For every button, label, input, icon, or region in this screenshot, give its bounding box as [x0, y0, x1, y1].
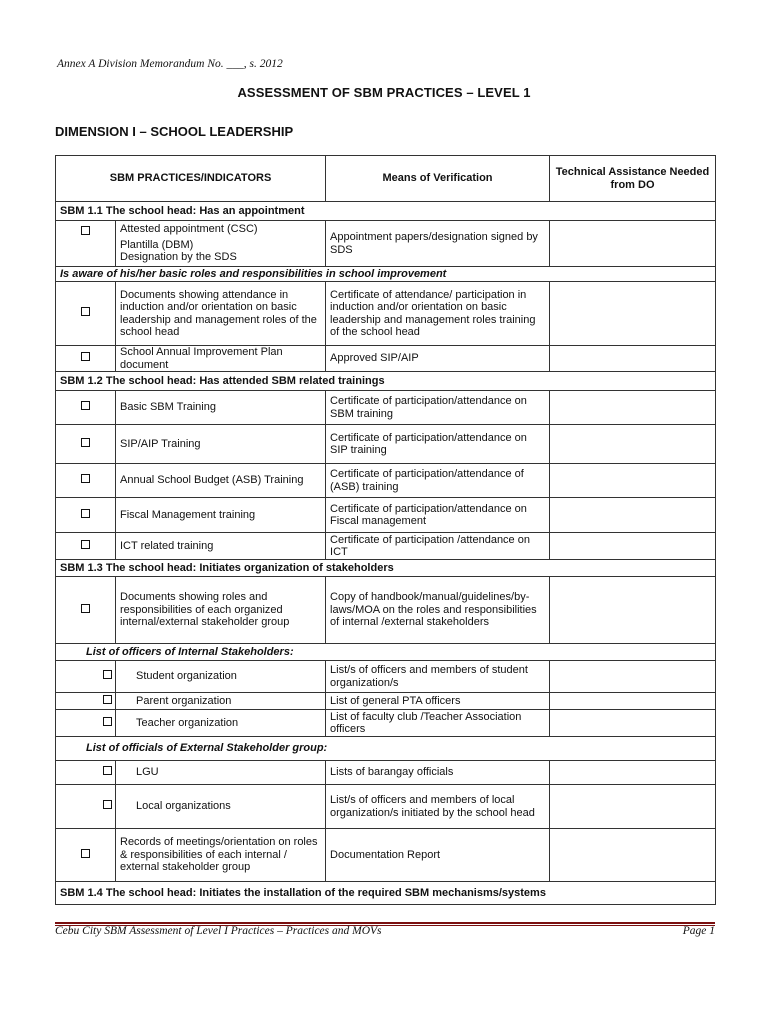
ta-cell[interactable]: [550, 829, 716, 882]
table-row: [56, 533, 716, 560]
mov-cell: Copy of handbook/manual/guidelines/by-laws/MOA on the roles and responsibilities of internal /external stakeholders: [326, 577, 550, 644]
item-label: Teacher organization: [116, 710, 326, 737]
mov-cell: Certificate of participation /attendance on ICT: [326, 533, 550, 560]
mov-cell: Lists of barangay officials: [326, 761, 550, 785]
section-row: [56, 560, 716, 577]
page-title: ASSESSMENT OF SBM PRACTICES – LEVEL 1: [237, 85, 531, 100]
ta-cell[interactable]: [550, 498, 716, 533]
table-row: [56, 391, 716, 425]
checkbox[interactable]: [103, 800, 112, 809]
table-row: [56, 661, 716, 693]
footer-title: Cebu City SBM Assessment of Level I Practices – Practices and MOVs: [55, 925, 382, 937]
mov-cell: Certificate of participation/attendance on SIP training: [326, 425, 550, 464]
item-label: Parent organization: [116, 693, 326, 710]
mov-cell: List/s of officers and members of local organization/s initiated by the school head: [326, 785, 550, 829]
assessment-table: [55, 155, 716, 905]
mov-cell: List of faculty club /Teacher Association officers: [326, 710, 550, 737]
internal-heading: List of officers of Internal Stakeholders:: [56, 644, 716, 661]
table-row: [56, 425, 716, 464]
annex-reference: Annex A Division Memorandum No. ___, s. 2012: [57, 58, 283, 70]
table-row: [56, 710, 716, 737]
item-line: Attested appointment (CSC): [120, 223, 258, 236]
table-row: [56, 498, 716, 533]
subsection-row: [56, 267, 716, 282]
section-row: [56, 202, 716, 221]
checkbox[interactable]: [81, 509, 90, 518]
item-label: LGU: [116, 761, 326, 785]
table-header-row: [56, 156, 716, 202]
mov-cell: Certificate of participation/attendance of (ASB) training: [326, 464, 550, 498]
header-mov: Means of Verification: [326, 156, 550, 202]
checkbox[interactable]: [103, 766, 112, 775]
item-label: Records of meetings/orientation on roles & responsibilities of each internal / external stakeholder group: [116, 829, 326, 882]
mov-cell: Documentation Report: [326, 829, 550, 882]
item-label: Local organizations: [116, 785, 326, 829]
table-row: [56, 464, 716, 498]
item-label: Documents showing roles and responsibilities of each organized internal/external stakeholder group: [116, 577, 326, 644]
checkbox[interactable]: [81, 540, 90, 549]
ta-cell[interactable]: [550, 533, 716, 560]
checkbox[interactable]: [81, 226, 90, 235]
mov-cell: Certificate of participation/attendance on SBM training: [326, 391, 550, 425]
table-row: [56, 829, 716, 882]
table-row: [56, 761, 716, 785]
ta-cell[interactable]: [550, 346, 716, 372]
mov-cell: List of general PTA officers: [326, 693, 550, 710]
sbm13-heading: SBM 1.3 The school head: Initiates organization of stakeholders: [56, 560, 716, 577]
subsection-row: [56, 644, 716, 661]
ta-cell[interactable]: [550, 661, 716, 693]
sbm11-subheading: Is aware of his/her basic roles and responsibilities in school improvement: [56, 267, 716, 282]
mov-cell: Appointment papers/designation signed by SDS: [326, 221, 550, 267]
checkbox[interactable]: [81, 401, 90, 410]
table-row: [56, 282, 716, 346]
ta-cell[interactable]: [550, 577, 716, 644]
item-label: Documents showing attendance in induction and/or orientation on basic leadership and management roles of the school head: [116, 282, 326, 346]
checkbox[interactable]: [81, 604, 90, 613]
ta-cell[interactable]: [550, 221, 716, 267]
sbm14-heading: SBM 1.4 The school head: Initiates the installation of the required SBM mechanisms/systems: [56, 882, 716, 905]
mov-cell: Certificate of attendance/ participation in induction and/or orientation on basic leadership and management roles training of the school head: [326, 282, 550, 346]
item-label: Basic SBM Training: [116, 391, 326, 425]
item-label: Student organization: [116, 661, 326, 693]
checkbox[interactable]: [103, 717, 112, 726]
section-row: [56, 882, 716, 905]
mov-cell: Approved SIP/AIP: [326, 346, 550, 372]
checkbox[interactable]: [81, 352, 90, 361]
checkbox[interactable]: [81, 307, 90, 316]
item-line: Plantilla (DBM): [120, 238, 194, 251]
item-line: Designation by the SDS: [120, 251, 237, 264]
ta-cell[interactable]: [550, 282, 716, 346]
checkbox[interactable]: [103, 695, 112, 704]
header-ta: Technical Assistance Needed from DO: [550, 156, 716, 202]
header-practices: SBM PRACTICES/INDICATORS: [56, 156, 326, 202]
ta-cell[interactable]: [550, 391, 716, 425]
checkbox[interactable]: [81, 849, 90, 858]
subsection-row: [56, 737, 716, 761]
ta-cell[interactable]: [550, 693, 716, 710]
item-label: School Annual Improvement Plan document: [116, 346, 326, 372]
mov-cell: List/s of officers and members of student organization/s: [326, 661, 550, 693]
item-label: ICT related training: [116, 533, 326, 560]
table-row: [56, 693, 716, 710]
item-label: SIP/AIP Training: [116, 425, 326, 464]
dimension-heading: DIMENSION I – SCHOOL LEADERSHIP: [55, 124, 294, 139]
page-number: Page 1: [682, 925, 715, 937]
item-label: Fiscal Management training: [116, 498, 326, 533]
section-row: [56, 372, 716, 391]
checkbox[interactable]: [81, 474, 90, 483]
ta-cell[interactable]: [550, 761, 716, 785]
ta-cell[interactable]: [550, 464, 716, 498]
sbm12-heading: SBM 1.2 The school head: Has attended SBM related trainings: [56, 372, 716, 391]
table-row: [56, 221, 716, 267]
table-row: [56, 785, 716, 829]
table-row: [56, 346, 716, 372]
checkbox[interactable]: [81, 438, 90, 447]
mov-cell: Certificate of participation/attendance on Fiscal management: [326, 498, 550, 533]
ta-cell[interactable]: [550, 785, 716, 829]
ta-cell[interactable]: [550, 710, 716, 737]
sbm11-heading: SBM 1.1 The school head: Has an appointment: [56, 202, 716, 221]
checkbox[interactable]: [103, 670, 112, 679]
external-heading: List of officials of External Stakeholder group:: [56, 737, 716, 761]
ta-cell[interactable]: [550, 425, 716, 464]
item-label: Annual School Budget (ASB) Training: [116, 464, 326, 498]
table-row: [56, 577, 716, 644]
